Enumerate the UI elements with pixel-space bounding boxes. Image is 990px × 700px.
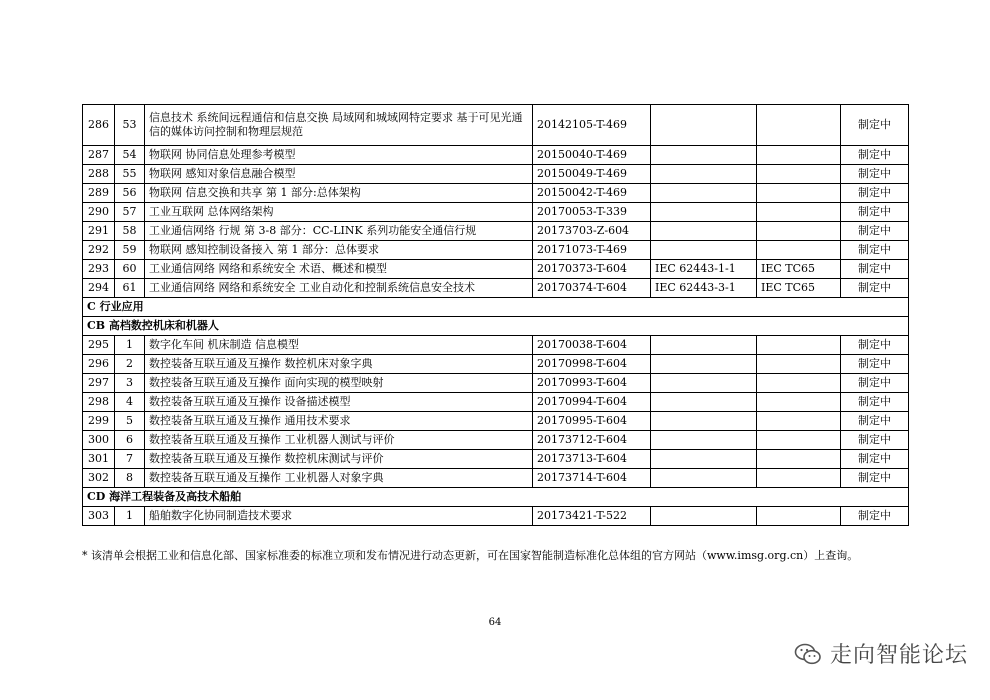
section-heading-cb: CB 高档数控机床和机器人 bbox=[83, 317, 909, 336]
plan-number-cell: 20170053-T-339 bbox=[533, 203, 651, 222]
seq-cell: 289 bbox=[83, 184, 115, 203]
plan-number-cell: 20150040-T-469 bbox=[533, 146, 651, 165]
intl-standard-cell bbox=[651, 355, 757, 374]
section-row bbox=[83, 298, 909, 317]
seq-cell: 294 bbox=[83, 279, 115, 298]
intl-standard-cell bbox=[651, 146, 757, 165]
seq-cell: 288 bbox=[83, 165, 115, 184]
name-cell: 物联网 感知控制设备接入 第 1 部分：总体要求 bbox=[145, 241, 533, 260]
table-row bbox=[83, 431, 909, 450]
status-cell: 制定中 bbox=[841, 279, 909, 298]
name-cell: 数控装备互联互通及互操作 数控机床对象字典 bbox=[145, 355, 533, 374]
seq-cell: 297 bbox=[83, 374, 115, 393]
status-cell: 制定中 bbox=[841, 260, 909, 279]
no-cell: 57 bbox=[115, 203, 145, 222]
plan-number-cell: 20170995-T-604 bbox=[533, 412, 651, 431]
seq-cell: 286 bbox=[83, 105, 115, 146]
no-cell: 1 bbox=[115, 507, 145, 526]
intl-standard-cell bbox=[651, 469, 757, 488]
no-cell: 55 bbox=[115, 165, 145, 184]
no-cell: 56 bbox=[115, 184, 145, 203]
intl-standard-cell bbox=[651, 412, 757, 431]
name-cell: 数控装备互联互通及互操作 面向实现的模型映射 bbox=[145, 374, 533, 393]
table-row bbox=[83, 260, 909, 279]
plan-number-cell: 20173712-T-604 bbox=[533, 431, 651, 450]
seq-cell: 299 bbox=[83, 412, 115, 431]
plan-number-cell: 20170993-T-604 bbox=[533, 374, 651, 393]
no-cell: 7 bbox=[115, 450, 145, 469]
no-cell: 58 bbox=[115, 222, 145, 241]
plan-number-cell: 20170994-T-604 bbox=[533, 393, 651, 412]
no-cell: 53 bbox=[115, 105, 145, 146]
name-cell: 物联网 协同信息处理参考模型 bbox=[145, 146, 533, 165]
table-row bbox=[83, 412, 909, 431]
watermark-text: 走向智能论坛 bbox=[829, 643, 968, 668]
tc-cell bbox=[757, 431, 841, 450]
tc-cell bbox=[757, 450, 841, 469]
status-cell: 制定中 bbox=[841, 336, 909, 355]
intl-standard-cell: IEC 62443-3-1 bbox=[651, 279, 757, 298]
table-row bbox=[83, 374, 909, 393]
plan-number-cell: 20173703-Z-604 bbox=[533, 222, 651, 241]
name-cell: 工业通信网络 网络和系统安全 工业自动化和控制系统信息安全技术 bbox=[145, 279, 533, 298]
tc-cell bbox=[757, 469, 841, 488]
no-cell: 6 bbox=[115, 431, 145, 450]
no-cell: 54 bbox=[115, 146, 145, 165]
table-row bbox=[83, 469, 909, 488]
intl-standard-cell bbox=[651, 431, 757, 450]
tc-cell bbox=[757, 203, 841, 222]
no-cell: 61 bbox=[115, 279, 145, 298]
table-row bbox=[83, 507, 909, 526]
tc-cell bbox=[757, 507, 841, 526]
tc-cell bbox=[757, 355, 841, 374]
tc-cell bbox=[757, 105, 841, 146]
seq-cell: 303 bbox=[83, 507, 115, 526]
name-cell: 数控装备互联互通及互操作 设备描述模型 bbox=[145, 393, 533, 412]
tc-cell: IEC TC65 bbox=[757, 279, 841, 298]
seq-cell: 295 bbox=[83, 336, 115, 355]
table-row bbox=[83, 450, 909, 469]
status-cell: 制定中 bbox=[841, 412, 909, 431]
no-cell: 1 bbox=[115, 336, 145, 355]
standards-table bbox=[82, 104, 909, 526]
intl-standard-cell bbox=[651, 105, 757, 146]
intl-standard-cell bbox=[651, 393, 757, 412]
intl-standard-cell: IEC 62443-1-1 bbox=[651, 260, 757, 279]
status-cell: 制定中 bbox=[841, 374, 909, 393]
plan-number-cell: 20171073-T-469 bbox=[533, 241, 651, 260]
name-cell: 数控装备互联互通及互操作 数控机床测试与评价 bbox=[145, 450, 533, 469]
no-cell: 8 bbox=[115, 469, 145, 488]
seq-cell: 293 bbox=[83, 260, 115, 279]
section-heading-cd: CD 海洋工程装备及高技术船舶 bbox=[83, 488, 909, 507]
seq-cell: 302 bbox=[83, 469, 115, 488]
table-row bbox=[83, 222, 909, 241]
plan-number-cell: 20173714-T-604 bbox=[533, 469, 651, 488]
tc-cell: IEC TC65 bbox=[757, 260, 841, 279]
status-cell: 制定中 bbox=[841, 469, 909, 488]
seq-cell: 290 bbox=[83, 203, 115, 222]
plan-number-cell: 20170373-T-604 bbox=[533, 260, 651, 279]
tc-cell bbox=[757, 241, 841, 260]
name-cell: 数控装备互联互通及互操作 通用技术要求 bbox=[145, 412, 533, 431]
seq-cell: 296 bbox=[83, 355, 115, 374]
table-row bbox=[83, 146, 909, 165]
name-cell: 数控装备互联互通及互操作 工业机器人对象字典 bbox=[145, 469, 533, 488]
plan-number-cell: 20150042-T-469 bbox=[533, 184, 651, 203]
seq-cell: 292 bbox=[83, 241, 115, 260]
name-cell: 船舶数字化协同制造技术要求 bbox=[145, 507, 533, 526]
watermark bbox=[794, 638, 968, 669]
name-cell: 工业互联网 总体网络架构 bbox=[145, 203, 533, 222]
table-row bbox=[83, 355, 909, 374]
section-heading-c: C 行业应用 bbox=[83, 298, 909, 317]
name-cell: 物联网 信息交换和共享 第 1 部分:总体架构 bbox=[145, 184, 533, 203]
table-row bbox=[83, 279, 909, 298]
intl-standard-cell bbox=[651, 450, 757, 469]
plan-number-cell: 20170374-T-604 bbox=[533, 279, 651, 298]
plan-number-cell: 20173713-T-604 bbox=[533, 450, 651, 469]
tc-cell bbox=[757, 412, 841, 431]
status-cell: 制定中 bbox=[841, 431, 909, 450]
status-cell: 制定中 bbox=[841, 450, 909, 469]
intl-standard-cell bbox=[651, 165, 757, 184]
tc-cell bbox=[757, 165, 841, 184]
status-cell: 制定中 bbox=[841, 184, 909, 203]
seq-cell: 298 bbox=[83, 393, 115, 412]
status-cell: 制定中 bbox=[841, 105, 909, 146]
status-cell: 制定中 bbox=[841, 222, 909, 241]
wechat-icon bbox=[794, 642, 822, 666]
plan-number-cell: 20170038-T-604 bbox=[533, 336, 651, 355]
plan-number-cell: 20150049-T-469 bbox=[533, 165, 651, 184]
plan-number-cell: 20170998-T-604 bbox=[533, 355, 651, 374]
intl-standard-cell bbox=[651, 222, 757, 241]
standards-table-body bbox=[83, 105, 909, 526]
status-cell: 制定中 bbox=[841, 146, 909, 165]
no-cell: 60 bbox=[115, 260, 145, 279]
intl-standard-cell bbox=[651, 241, 757, 260]
table-row bbox=[83, 184, 909, 203]
no-cell: 3 bbox=[115, 374, 145, 393]
name-cell: 工业通信网络 网络和系统安全 术语、概述和模型 bbox=[145, 260, 533, 279]
intl-standard-cell bbox=[651, 336, 757, 355]
no-cell: 59 bbox=[115, 241, 145, 260]
section-row bbox=[83, 317, 909, 336]
seq-cell: 301 bbox=[83, 450, 115, 469]
seq-cell: 300 bbox=[83, 431, 115, 450]
status-cell: 制定中 bbox=[841, 507, 909, 526]
tc-cell bbox=[757, 374, 841, 393]
tc-cell bbox=[757, 336, 841, 355]
name-cell: 数字化车间 机床制造 信息模型 bbox=[145, 336, 533, 355]
page-number: 64 bbox=[488, 617, 502, 628]
status-cell: 制定中 bbox=[841, 241, 909, 260]
footnote: * 该清单会根据工业和信息化部、国家标准委的标准立项和发布情况进行动态更新，可在国家智能制造标准化总体组的官方网站（www.imsg.org.cn）上查询。 bbox=[82, 549, 859, 562]
tc-cell bbox=[757, 393, 841, 412]
status-cell: 制定中 bbox=[841, 165, 909, 184]
table-row bbox=[83, 105, 909, 146]
status-cell: 制定中 bbox=[841, 393, 909, 412]
intl-standard-cell bbox=[651, 507, 757, 526]
name-cell: 信息技术 系统间远程通信和信息交换 局域网和城域网特定要求 基于可见光通信的媒体访问控制和物理层规范 bbox=[145, 105, 533, 146]
status-cell: 制定中 bbox=[841, 203, 909, 222]
table-row bbox=[83, 336, 909, 355]
intl-standard-cell bbox=[651, 203, 757, 222]
intl-standard-cell bbox=[651, 184, 757, 203]
table-row bbox=[83, 203, 909, 222]
table-row bbox=[83, 241, 909, 260]
no-cell: 2 bbox=[115, 355, 145, 374]
table-row bbox=[83, 393, 909, 412]
name-cell: 数控装备互联互通及互操作 工业机器人测试与评价 bbox=[145, 431, 533, 450]
tc-cell bbox=[757, 146, 841, 165]
status-cell: 制定中 bbox=[841, 355, 909, 374]
no-cell: 5 bbox=[115, 412, 145, 431]
tc-cell bbox=[757, 184, 841, 203]
seq-cell: 291 bbox=[83, 222, 115, 241]
table-row bbox=[83, 165, 909, 184]
name-cell: 物联网 感知对象信息融合模型 bbox=[145, 165, 533, 184]
section-row bbox=[83, 488, 909, 507]
intl-standard-cell bbox=[651, 374, 757, 393]
no-cell: 4 bbox=[115, 393, 145, 412]
name-cell: 工业通信网络 行规 第 3-8 部分：CC-LINK 系列功能安全通信行规 bbox=[145, 222, 533, 241]
seq-cell: 287 bbox=[83, 146, 115, 165]
tc-cell bbox=[757, 222, 841, 241]
plan-number-cell: 20142105-T-469 bbox=[533, 105, 651, 146]
plan-number-cell: 20173421-T-522 bbox=[533, 507, 651, 526]
